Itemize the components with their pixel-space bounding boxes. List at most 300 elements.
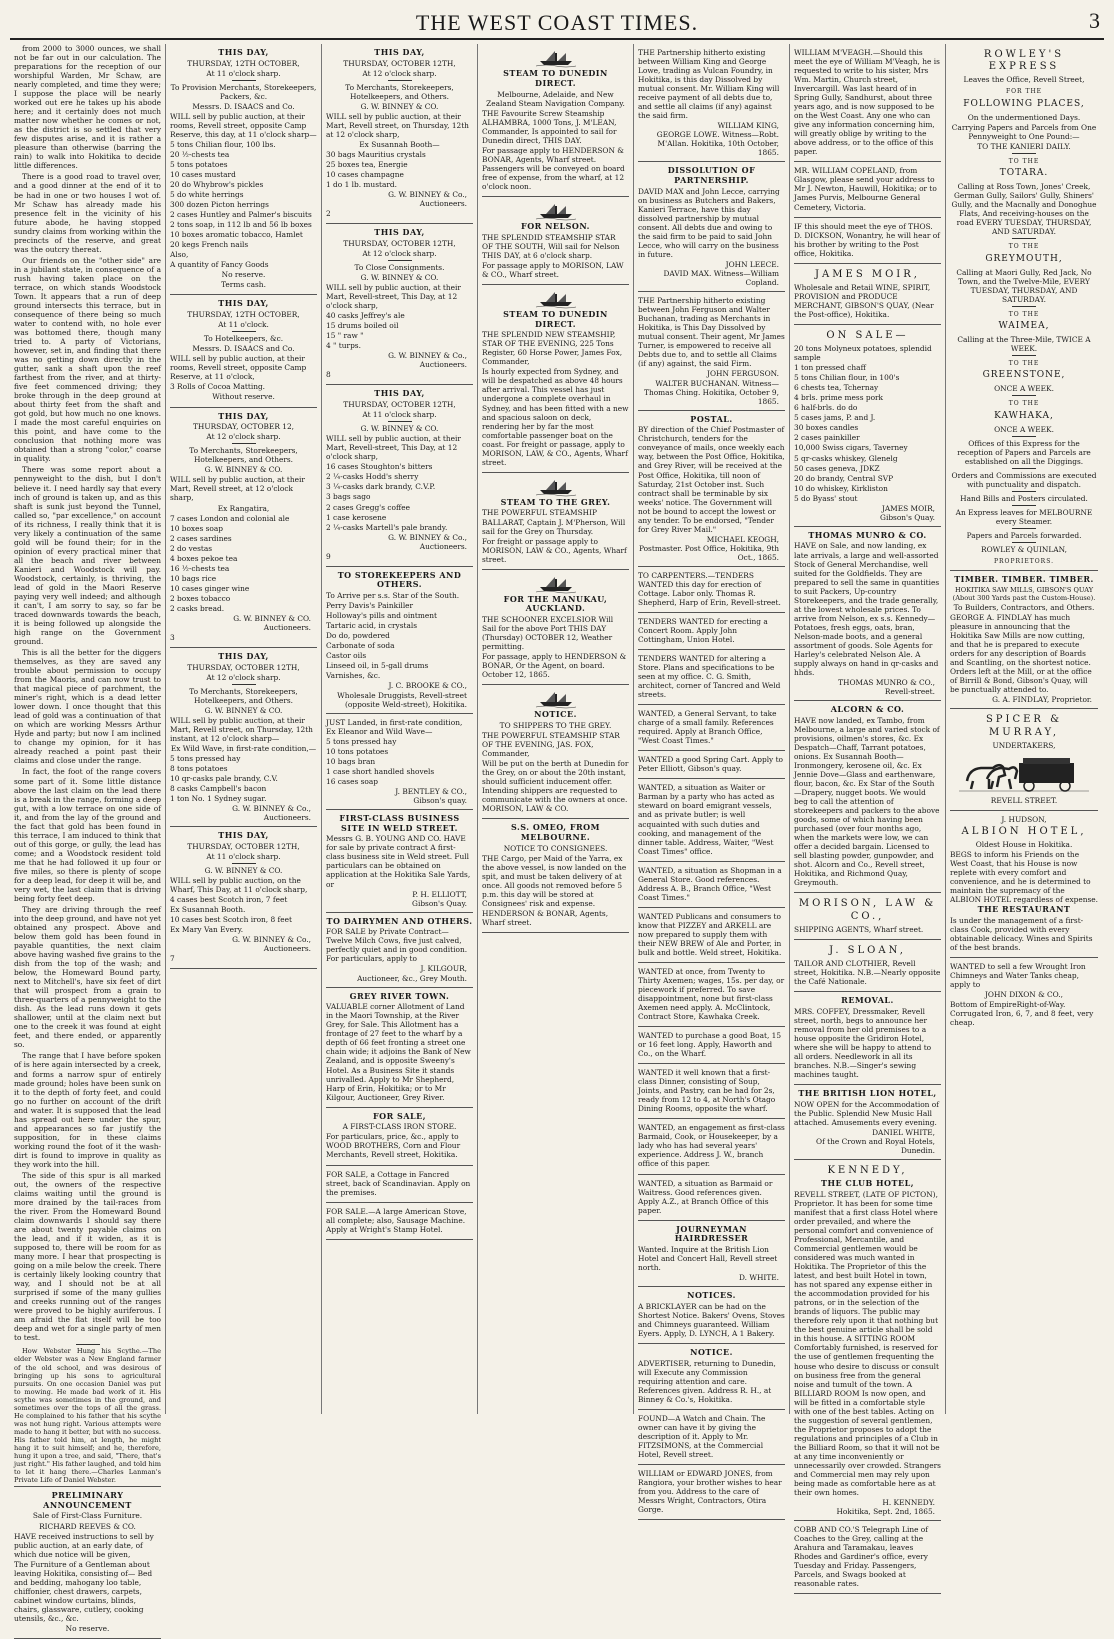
advertisement <box>794 701 941 893</box>
ad-signature: JOHN DIXON & CO., <box>984 990 1064 1000</box>
ad-text: THE Partnership hitherto existing between John Ferguson and Walter Buchanan, trading as Merchants in Hokitika, is This Day Dissolved by mutual consent. Their agent, Mr James Turner, is empowered to receive all Debts due to, and to settle all Claims (if any) against, the said Firm. <box>638 296 785 369</box>
ad-extra: For passage, apply to HENDERSON & BONAR, Or the Agent, on board. October 12, 1865. <box>482 652 627 680</box>
express-leaves: Leaves the Office, Revell Street, <box>963 75 1085 85</box>
wanted-advertisement <box>950 958 1098 1032</box>
advertisement <box>326 1108 473 1166</box>
ad-heading: STEAM TO THE GREY. <box>500 496 611 507</box>
ad-item: 20 tons Molyneux potatoes, splendid sample <box>794 344 932 363</box>
ad-text: THE Favourite Screw Steamship ALHAMBRA, 1000 Tons, J. M'LEAN, Commander, Is appointed to sail for Dunedin direct, THIS DAY. <box>482 108 617 145</box>
ad-item: A quantity of Fancy Goods <box>170 260 269 270</box>
advertisement <box>638 779 785 861</box>
ad-time: At 12 o'clock sharp. <box>206 432 281 442</box>
ad-item: Carbonate of soda <box>326 641 395 651</box>
ad-item: 5 tons pressed hay <box>170 753 241 763</box>
ad-text: FOR SALE, a Cottage in Fancred street, back of Scandinavian. Apply on the premises. <box>326 1169 471 1197</box>
advertisement <box>482 197 629 285</box>
column-4-shipping <box>478 44 634 1414</box>
advertisement <box>482 685 629 819</box>
ad-text: MRS. COFFEY, Dressmaker, Revell street, north, begs to announce her removal from her old premises to a house opposite the Gridiron Hotel, where she will be happy to attend to all orders. Needlework in all its branches. N.B.—Singer's sewing machines taught. <box>794 1006 932 1079</box>
ad-item: 1 ton pressed chaff <box>794 363 866 373</box>
ad-text: WILL sell by public auction, at their rooms, Revell street, opposite Camp Reserve, this day, at 11 o'clock sharp— <box>170 111 317 139</box>
ad-signature: J. BENTLEY & CO., <box>395 786 467 796</box>
advertisement <box>794 44 941 162</box>
ad-signature: G. W. BINNEY & Co., <box>388 532 467 542</box>
steamship-icon <box>536 49 576 67</box>
ad-firm: Messrs. D. ISAACS and Co. <box>192 101 295 111</box>
destination-details: Calling at the Three-Mile, TWICE A WEEK. <box>957 334 1091 353</box>
ad-note: Without reserve. <box>212 392 275 402</box>
ad-subheading: Melbourne, Adelaide, and New Zealand Steam Navigation Company. <box>486 89 625 108</box>
advertisement <box>482 473 629 570</box>
ad-signature-detail: Postmaster. Post Office, Hokitika, 9th Oct., 1865. <box>638 543 779 562</box>
ad-date: THURSDAY, 12TH OCTOBER, <box>187 58 300 68</box>
ad-item: 6 chests tea, Tchernay <box>794 383 879 393</box>
ad-item: 5 tons Chilian flour, in 100's <box>794 373 900 383</box>
ad-extra: Will be put on the berth at Dunedin for the Grey, on or about the 20th instant, should sufficient inducement offer. Intending shippers are requested to communicate with the owners at once. MORISON, LAW & CO. <box>482 759 629 814</box>
ad-item: 10 do whiskey, Kirkliston <box>794 483 888 493</box>
ad-note: No reserve. <box>221 270 266 280</box>
ad-item: 2 cases Gregg's coffee <box>326 502 410 512</box>
ad-heading: FOR NELSON. <box>521 220 590 231</box>
ad-audience: To Merchants, Storekeepers, Hotelkeepers, and Others. <box>189 686 298 705</box>
ad-item: 5 tons Chilian flour, 100 lbs. <box>170 140 276 149</box>
ad-signature-detail: WALTER BUCHANAN. Witness—Thomas Ching. Hokitika, October 9, 1865. <box>644 378 779 406</box>
ad-item: 4 " turps. <box>326 341 361 351</box>
destination-to: TO THE <box>1008 310 1040 318</box>
ad-signature: J. C. BROOKE & CO., <box>388 681 467 691</box>
ad-item: 7 cases London and colonial ale <box>170 513 290 523</box>
ad-item: Ex Mary Van Every. <box>170 925 244 935</box>
ad-text: THE SCHOONER EXCELSIOR Will Sail for the above Port THIS DAY (Thursday) OCTOBER 12, Weather permitting. <box>482 615 614 652</box>
ad-heading: THIS DAY, <box>218 650 269 661</box>
advertisement <box>482 570 629 686</box>
destination-name: WAIMEA, <box>998 321 1050 331</box>
ad-text: WANTED, a General Servant, to take charge of a small family. References required. Apply at Branch Office, "West Coast Times." <box>638 709 777 746</box>
ad-text: WANTED to sell a few Wrought Iron Chimneys and Water Tanks cheap, apply to <box>950 962 1086 990</box>
ad-note: No reserve. <box>65 1623 110 1633</box>
ad-heading: THIS DAY, <box>374 47 425 57</box>
ad-date: THURSDAY, 12TH OCTOBER, <box>187 310 300 320</box>
divider-rule <box>1012 468 1036 469</box>
advertisement <box>326 913 473 988</box>
advertisement <box>326 810 473 913</box>
express-for: FOR THE <box>1005 88 1043 96</box>
ad-text: Is under the management of a first-class Cook, provided with every obtainable delicacy. Wines and Spirits of the best brands. <box>950 916 1093 953</box>
advertisement <box>638 751 785 779</box>
ad-text: THE Partnership hitherto existing between William King and George Lowe, trading as Vulcan Foundry, in Hokitika, is this day Dissolved by mutual consent. Mr. William King will receive payment of all debts due to, and settle all claims (if any) against the said firm. <box>638 48 780 121</box>
divider-rule <box>232 684 256 685</box>
ad-text: IF this should meet the eye of THOS. D. DICKSON, Wonantry, he will hear of his brother by writing to the Post office, Hokitika. <box>794 221 940 258</box>
ad-time: At 11 o'clock. <box>218 320 269 330</box>
ad-text: WILL sell by public auction, at their Mart, Revell-street, This Day, at 12 o'clock sharp, <box>326 283 461 311</box>
advertisement <box>170 827 317 969</box>
ad-street: REVELL STREET. <box>990 795 1058 805</box>
ad-firm: G. W. BINNEY & CO. <box>360 101 439 111</box>
ad-text: WANTED a good Spring Cart. Apply to Peter Elliott, Gibson's quay. <box>638 755 783 774</box>
ad-firm: G. W. BINNEY & CO. <box>360 424 439 434</box>
ad-text: HAVE now landed, ex Tambo, from Melbourne, a large and varied stock of provisions, oilmen's stores, &c. Ex Despatch—Chaff, Tarrant potatoes, onions. Ex Susannah Booth—Ironmongery, kerosene oil, &c. Ex Jennie Dove—Glass and earthenware, flour, bacon, &c. Ex Star of the South—Drapery, nugget boots. We would beg to call the attention of storekeepers and packers to the above goods, some of which having been purchased (over four months ago, when the markets were low, we can offer a decided bargain. Licensed to sell blasting powder, gunpowder, and shot. Alcorn and Co., Revell street, Hokitika, and Richmond Quay, Greymouth. <box>794 715 940 888</box>
ad-item: 8 casks Campbell's bacon <box>170 784 267 794</box>
ad-terms: Terms cash. <box>221 280 266 290</box>
ad-subheading: Oldest House in Hokitika. <box>975 840 1073 850</box>
ad-text: HAVE on Sale, and now landing, ex late arrivals, a large and well-assorted Stock of General Merchandise, well suited for the Goldfields. They are prepared to sell the same in quantities to suit Packers, Up-country Storekeepers, and the trade generally, at the lowest wholesale prices. To arrive from Nelson, ex s.s. Kennedy—Potatoes, fresh eggs, oats, bran, Nelson-made boots, and a general assortment of goods. Sole Agents for Harley's celebrated Nelson Ale. A supply always on hand in qr-casks and hhds. <box>794 541 940 677</box>
advertisement <box>638 1064 785 1119</box>
ad-item: 5 cases jams, P. and J. <box>794 413 876 423</box>
masthead <box>10 8 1104 40</box>
page-number: 3 <box>1089 8 1100 33</box>
advertisement <box>482 44 629 197</box>
ad-heading: ALCORN & CO. <box>830 704 905 714</box>
ad-business-name: ON SALE— <box>826 329 909 341</box>
ad-subheading: TO SHIPPERS TO THE GREY. <box>499 721 612 731</box>
ad-text: Wholesale and Retail WINE, SPIRIT, PROVISION and PRODUCE MERCHANT, GIBSON'S QUAY, (Near the Post-office), Hokitika. <box>794 282 934 319</box>
ad-item: 5 tons pressed hay <box>326 736 397 746</box>
ad-text: BEGS to inform his Friends on the West Coast, that his House is now replete with every comfort and convenience, and he is determined to maintain the supremacy of the ALBION HOTEL regardless of expense. <box>950 850 1098 905</box>
ad-date: THURSDAY, OCTOBER 12TH, <box>343 400 456 410</box>
advertisement <box>794 1521 941 1594</box>
ad-business-name: J. SLOAN, <box>829 944 906 956</box>
ad-item: 30 boxes candles <box>794 423 859 433</box>
advertisement <box>794 325 941 527</box>
ad-text: BY direction of the Chief Postmaster of Christchurch, tenders for the conveyance of mails, once weekly each way, between the Post Office, Hokitika, and Grey River, will be received at the Post Office, Hokitika, till noon of Saturday, 21st October inst. Such contract shall be terminable by six weeks' notice. The Government will not be bound to accept the lowest or any tender. To be endorsed, "Tender for Grey River Mail." <box>638 425 785 534</box>
ad-item: 10 cases champagne <box>326 170 404 180</box>
ad-audience: To Merchants, Storekeepers, Hotelkeepers, and Others. <box>189 446 298 465</box>
column-6-merchants <box>790 44 946 1589</box>
ad-text: A BRICKLAYER can be had on the Shortest Notice. Bakers' Ovens, Stoves and Chimneys guaranteed. William Eyers. Apply, D. LYNCH, A 1 Bakery. <box>638 1302 785 1339</box>
ad-heading: THIS DAY, <box>218 298 269 309</box>
advertisement <box>326 44 473 224</box>
destination-to: TO THE <box>1008 157 1040 165</box>
ad-text: FOR SALE by Private Contract— Twelve Milch Cows, five just calved, perfectly quiet and in good condition. For particulars, apply to <box>326 927 468 964</box>
ad-text: WANTED it well known that a first-class Dinner, consisting of Soup, Joints, and Pastry, can be had for 2s, ready from 12 to 4, at North's Otago Dining Rooms, opposite the wharf. <box>638 1068 776 1114</box>
advertisement <box>638 44 785 162</box>
ad-signature: JAMES MOIR, <box>881 503 935 513</box>
ad-signature: G. W. BINNEY & Co., <box>388 351 467 361</box>
advertisement <box>638 567 785 613</box>
ad-text: TO CARPENTERS.—TENDERS WANTED this day for erection of Cottage. Labor only. Thomas R. Shepherd, Harp of Erin, Revell-street. <box>638 570 781 607</box>
ad-heading: THIS DAY, <box>218 47 269 57</box>
ad-signature-detail: Gibson's Quay. <box>412 898 467 908</box>
advertisement <box>638 1175 785 1221</box>
ad-text: Wanted. Inquire at the British Lion Hotel and Concert Hall, Revell street north. <box>638 1245 778 1273</box>
ad-item: 3 ¼-casks dark brandy, C.V.P. <box>326 482 436 492</box>
ad-text: JUST Landed, in first-rate condition, Ex Eleanor and Wild Wave— <box>326 717 463 736</box>
ad-item: 16 ½-chests tea <box>170 563 230 573</box>
ad-heading: THIS DAY, <box>218 410 269 421</box>
ad-signature: JOHN LEECE. <box>725 260 779 270</box>
ad-item: 20 do brandy, Central SVP <box>794 473 894 483</box>
ad-number: 3 <box>170 632 175 642</box>
advertisement <box>482 819 629 933</box>
advertisement <box>326 1203 473 1240</box>
advertisement <box>794 264 941 325</box>
columns <box>10 44 1104 1633</box>
advertisement <box>638 862 785 908</box>
ad-text: GEORGE A. FINDLAY has much pleasure in announcing that the Hokitika Saw Mills are now cutting, and that he is prepared to execute orders for any description of Boards and Scantling, on the shortest notice. Orders left at the Mill, or at the office of Birrill & Bond, Gibson's Quay, will be punctually attended to. <box>950 613 1092 695</box>
divider-rule <box>1012 505 1036 506</box>
divider-rule <box>232 331 256 332</box>
destination-to: TO THE <box>1008 360 1040 368</box>
ad-item: 1 do 1 lb. mustard. <box>326 180 397 190</box>
ad-heading: JOURNEYMAN HAIRDRESSER <box>674 1223 749 1244</box>
ad-number: 8 <box>326 370 331 380</box>
ad-heading: THOMAS MUNRO & CO. <box>808 529 927 540</box>
divider-rule <box>1012 395 1036 396</box>
ad-item: 1 case short handled shovels <box>326 766 435 776</box>
advertisement <box>170 44 317 295</box>
ad-item: 40 casks Jeffrey's ale <box>326 311 405 321</box>
ad-heading: NOTICE. <box>534 709 577 720</box>
ad-signature: G. W. BINNEY & Co., <box>232 935 311 945</box>
ad-item: 4 cases best Scotch iron, 7 feet <box>170 895 288 905</box>
ad-audience: To Provision Merchants, Storekeepers, Packers, &c. <box>170 82 317 101</box>
ad-business-name: SPICER & MURRAY, <box>985 714 1063 738</box>
ad-date: THURSDAY, OCTOBER 12TH, <box>187 841 300 851</box>
advertisement <box>170 295 317 407</box>
ad-firm: RICHARD REEVES & CO. <box>39 1521 136 1531</box>
ad-item: 10 cases mustard <box>170 170 236 180</box>
ad-business-name: ALBION HOTEL, <box>961 825 1087 837</box>
ad-heading: THE BRITISH LION HOTEL, <box>798 1088 937 1099</box>
undertakers-advertisement <box>950 709 1098 810</box>
ad-signature: G. W. BINNEY & Co., <box>388 190 467 200</box>
steamship-icon <box>536 575 576 593</box>
divider-rule <box>1012 491 1036 492</box>
article-paragraph: In fact, the foot of the range covers some part of it. Some little distance above the last claim on the lead there is a break in the range, forming a deep gut, with a low terrace on one side of it, and from the lay of the ground and the fact that gold has been found in this terrace, I am induced to think that out of this gorge, or gully, the lead has come; and a Woodstock resident told me that he had followed it up four or five miles, so there is plenty of scope for a deep lead, for deep it will be, and very wet, the last claim that is driving being forty feet deep. <box>14 767 161 903</box>
ad-subheading: HOKITIKA SAW MILLS, GIBSON'S QUAY (About 300 Yards past the Custom-House). <box>952 586 1096 603</box>
timber-advertisement <box>950 571 1098 709</box>
advertisement <box>638 705 785 751</box>
ad-text: TAILOR AND CLOTHIER, Revell street, Hokitika. N.B.—Nearly opposite the Café Nationale. <box>794 958 941 986</box>
ad-date: THURSDAY, OCTOBER 12, <box>192 422 294 432</box>
divider-rule <box>232 863 256 864</box>
ad-item: Also, <box>170 250 189 260</box>
divider-rule <box>388 80 412 81</box>
divider-rule <box>1012 542 1036 543</box>
ad-heading: THE RESTAURANT <box>977 904 1071 915</box>
ad-heading: FOR THE MANUKAU, AUCKLAND. <box>503 593 608 614</box>
ad-item: 2 cases painkiller <box>794 433 860 443</box>
ad-item: 2 cases Huntley and Palmer's biscuits <box>170 210 312 220</box>
ad-item: 2 boxes tobacco <box>170 593 231 603</box>
ad-number: 2 <box>326 209 331 219</box>
anecdote-paragraph: How Webster Hung his Scythe.—The elder Webster was a New England farmer of the old school, and was desirous of bringing up his sons to agricultural pursuits. On one occasion Daniel was put to mowing. He made bad work of it. His scythe was sometimes in the ground, and sometimes over the tops of all the grass. He complained to his father that his scythe was not hung right. Various attempts were made to hang it better, but with no success. His father told him, at length, he might hang it to suit himself; and he, therefore, hung it upon a tree, and said, "There, that's just right." His father laughed, and told him to let it hang there.—Charles Lanman's Private Life of Daniel Webster. <box>14 1347 161 1484</box>
column-3-auctions <box>322 44 478 1414</box>
ad-item: 15 " raw " <box>326 331 364 341</box>
advertisement <box>638 1465 785 1520</box>
ad-audience: To Hotelkeepers, &c. <box>203 334 284 344</box>
express-note: Papers and Parcels forwarded. <box>966 530 1082 540</box>
ad-item: 4 boxes pekoe tea <box>170 553 238 563</box>
ad-item: 10,000 Swiss cigars, Taverney <box>794 443 908 453</box>
destination-name: GREYMOUTH, <box>985 253 1063 264</box>
advertisement <box>638 908 785 963</box>
ad-text: ADVERTISER, returning to Dunedin, will Execute any Commission requiring attention and care. References given. Address R. H., at Binney & Co.'s, Hokitika. <box>638 1358 776 1404</box>
destination-name: GREENSTONE, <box>982 370 1066 381</box>
advertisement <box>326 1166 473 1203</box>
ad-heading: REMOVAL. <box>841 995 894 1006</box>
ad-item: 30 bags Mauritius crystals <box>326 150 426 160</box>
ad-signature-detail: Bottom of EmpireRight-of-Way. Corrugated Iron, 6, 7, and 8 feet, very cheap. <box>950 1000 1094 1028</box>
ad-item: 10 cases best Scotch iron, 8 feet <box>170 915 293 925</box>
advertisement <box>794 1085 941 1160</box>
divider-rule <box>76 1344 100 1345</box>
ad-time: At 11 o'clock sharp. <box>362 410 437 420</box>
ad-item: 10 tons potatoes <box>326 746 389 756</box>
ad-extra: HENDERSON & BONAR, Agents, Wharf street. <box>482 909 609 928</box>
ad-item: 2 casks bread. <box>170 603 225 613</box>
ad-business-name: JAMES MOIR, <box>815 268 920 280</box>
ad-item: 10 bags rice <box>170 573 217 583</box>
ad-item: 10 bags bran <box>326 756 376 766</box>
ad-item: 1 case kerosene <box>326 512 387 522</box>
ad-heading: NOTICES. <box>687 1290 736 1301</box>
ad-items: The Furniture of a Gentleman about leaving Hokitika, consisting of— Bed and bedding, mahogany loo table, chiffonier, chest drawers, carpets, cabinet window curtains, blinds, chairs, glassware, cutlery, cooking utensils, &c., &c. <box>14 1559 153 1623</box>
ad-signature: P. H. ELLIOTT, <box>412 889 467 899</box>
ad-text: REVELL STREET, (LATE OF PICTON), Proprietor. It has been for some time manifest that a first class Hotel where order prevailed, and where the personal comfort and convenience of Professional, Mercantile, and Commercial gentlemen would be considered was much wanted in Hokitika. The Proprietor of this the latest, and best built Hotel in town, has not spared any expense either in the accommodation provided for his patrons, or in the selection of the brands of liquors. The public may therefore rely upon it that nothing but the best genuine article shall be sold in this house. A SITTING ROOM Comfortably furnished, is reserved for the use of gentlemen frequenting the house who desire to discuss or consult on business free from the general noise and tumult of the town. A BILLIARD ROOM Is now open, and will be fitted in a comfortable style with one of the best tables. Acting on the suggestion of several gentlemen, the Proprietor proposes to adopt the regulations and principles of a Club in the Billiard Room, so that it will not be at any time inconveniently or unnecessarily over crowded. Strangers and Commercial men may rely upon being made as comfortable here as at their own homes. <box>794 1189 941 1497</box>
ad-heading: FIRST-CLASS BUSINESS SITE IN WELD STREET. <box>339 812 460 833</box>
ad-signature: D. WHITE. <box>739 1273 779 1283</box>
ad-item: 10 qr-casks pale brandy, C.V. <box>170 774 278 784</box>
article-paragraph: Our friends on the "other side" are in a jubilant state, in consequence of a rush having taken place on the terrace, on which stands Woodstock Town. It appears that a run of deep ground intersects this terrace, but in consequence of there being so much water to contend with, no hole ever was bottomed there, though many tried to. A party of Victorians, however, set in, and finding that there was no getting down directly in the gutter, sank a shaft upon the reef farthest from the river, and at thirty-five feet commenced driving; they broke through in the deep ground at about thirty feet from the shaft and got gold, but how much no one knows. I made the most careful enquiries on this point, and have come to the conclusion that nothing more was obtained than a strong "color," coarse in quality. <box>14 255 161 464</box>
advertisement <box>794 527 941 701</box>
ad-extra: For passage apply to HENDERSON & BONAR, Agents, Wharf street. Passengers will be conveyed on board free of expense, from the wharf, at 12 o'clock noon. <box>482 145 625 191</box>
ad-signature: JOHN FERGUSON. <box>707 369 779 379</box>
divider-rule <box>232 443 256 444</box>
ad-heading: THIS DAY, <box>218 830 269 841</box>
ad-text: THE POWERFUL STEAMSHIP BALLARAT, Captain J. M'Pherson, Will sail for the Grey on Thursday. <box>482 508 626 536</box>
ad-text: WANTED, a situation as Waiter or Barman by a party who has acted as steward on board emigrant vessels, and as private butler; is well acquainted with such duties and cooking, and management of the dinner table. Address, Waiter, "West Coast Times" office. <box>638 783 775 856</box>
ad-time: At 11 o'clock sharp. <box>206 68 281 78</box>
ad-heading: S.S. OMEO, FROM MELBOURNE. <box>511 822 600 843</box>
advertisement <box>794 1160 941 1521</box>
ad-signature: THOMAS MUNRO & CO., <box>838 677 935 687</box>
destination-details: ONCE A WEEK. <box>994 424 1054 434</box>
ad-audience: To Builders, Contractors, and Others. <box>953 603 1095 613</box>
ad-signature-detail: Auctioneer, &c., Grey Mouth. <box>357 973 467 983</box>
advertisement <box>326 714 473 810</box>
article-paragraph: from 2000 to 3000 ounces, we shall not be far out in our calculation. The preparations for the reception of our worshipful Warden, Mr Schaw, are nearly completed, and time they were; I suppose the place will be nearly worked out ere he takes up his abode here; and it certainly does not much matter now whether he comes or not, as the district is so settled that very few disputes arise, and it is rather a pleasure than otherwise (barring the rain) to walk into Hokitika to decide little differences. <box>14 44 161 171</box>
advertisement <box>638 613 785 650</box>
ad-text: WILLIAM M'VEAGH.—Should this meet the eye of William M'Veagh, he is requested to write to his sister, Mrs Wm. Martin, Church street, Invercargill. Was last heard of in Spring Gully, Sandhurst, about three years ago, and is now supposed to be on the West Coast. Any one who can give any information concerning him, will greatly oblige by writing to the above address, or to the office of this paper. <box>794 48 940 157</box>
ad-item: 25 boxes tea, Energie <box>326 160 408 170</box>
advertisement <box>326 988 473 1108</box>
ad-text: THE Cargo, per Maid of the Yarra, ex the above vessel, is now landed on the spit, and must be taken delivery of at once. All goods not removed before 5 p.m. this day will be stored at Consignees' risk and expense. <box>482 853 627 909</box>
ad-heading: GREY RIVER TOWN. <box>349 990 450 1001</box>
ad-heading: TO DAIRYMEN AND OTHERS. <box>326 915 473 926</box>
ad-extra: For freight or passage apply to MORISON, LAW & CO., Agents, Wharf street. <box>482 536 627 564</box>
column-5-notices <box>634 44 790 1515</box>
ad-firm: G. W. BINNEY & CO. <box>204 866 283 875</box>
ad-item: 2 tons soap, in 112 lb and 56 lb boxes <box>170 220 312 230</box>
ad-text: SHIPPING AGENTS, Wharf street. <box>794 924 924 934</box>
advertisement <box>638 1410 785 1465</box>
ad-firm: G. W. BINNEY & CO. <box>360 273 439 283</box>
ad-subheading: NOTICE TO CONSIGNEES. <box>503 843 608 853</box>
ad-item: 300 dozen Picton herrings <box>170 200 269 210</box>
ad-signature-detail: Auctioneers. <box>419 199 467 209</box>
ad-item: 4 brls. prime mess pork <box>794 393 884 403</box>
ad-item: 2 ¼-casks Hodd's sherry <box>326 472 419 482</box>
divider-rule <box>1012 528 1036 529</box>
advertisement <box>638 1221 785 1288</box>
express-proprietors: ROWLEY & QUINLAN, <box>981 544 1067 554</box>
ad-heading: TIMBER. TIMBER. TIMBER. <box>954 574 1094 585</box>
advertisement <box>326 567 473 714</box>
advertisement <box>638 1119 785 1174</box>
ad-time: At 11 o'clock sharp. <box>206 851 281 861</box>
ad-heading: DISSOLUTION OF PARTNERSHIP. <box>667 165 756 186</box>
ad-text: WILL sell by public auction, at their rooms, Revell street, opposite Camp Reserve, at 11 o'clock, <box>170 354 307 382</box>
advertisement <box>794 162 941 217</box>
advertisement <box>170 648 317 827</box>
ad-item: 20 kegs French nails <box>170 240 249 250</box>
ad-firm: Messrs. D. ISAACS and Co. <box>192 344 295 354</box>
advertisement <box>326 385 473 566</box>
albion-hotel-advertisement <box>950 811 1098 958</box>
article-paragraph: There was some report about a pennyweight to the dish, but I don't believe it. I need hardly say that every inch of ground is taken up, and as this shaft is sunk just beyond the Tunnel, called so, "par excellence," on account of its richness, I really think that it is very likely a continuation of the same gold will be found their; for in the opinion of every practical miner that all the beach and river between Kanieri and Woodstock will pay. Woodstock, certainly, is thriving, the lead of gold in the Maori Reserve paying very well indeed; and although it can't, I am sorry to say, so far be traced downwards towards the beach, it is being followed up alongside the high range on the Government ground. <box>14 465 161 647</box>
ad-text: THE SPLENDID NEW STEAMSHIP, STAR OF THE EVENING, 225 Tons Register, 60 Horse Power, James Fox, Commander, <box>482 330 623 367</box>
ad-item: 8 tons potatoes <box>170 764 228 773</box>
ad-text: THE SPLENDID STEAMSHIP STAR OF THE SOUTH, Will sail for Nelson THIS DAY, at 6 o'clock sharp. <box>482 232 620 260</box>
ad-signature-detail: Of the Crown and Royal Hotels, Dunedin. <box>816 1136 935 1155</box>
ad-signature-detail: DAVID MAX. Witness—William Copland. <box>663 269 779 288</box>
advertisement <box>638 292 785 410</box>
ad-subheading: Sale of First-Class Furniture. <box>32 1511 143 1521</box>
express-note: An Express leaves for MELBOURNE every Steamer. <box>955 507 1093 526</box>
ad-owner: J. HUDSON, <box>1001 814 1047 824</box>
ad-text: WANTED, a situation as Barmaid or Waitress. Good references given. Apply A.Z., at Branch Office of this paper. <box>638 1178 773 1215</box>
ad-text: NOW OPEN for the Accommodation of the Public. Splendid New Music Hall attached. Amusements every evening. <box>794 1099 939 1127</box>
ad-heading: PRELIMINARY ANNOUNCEMENT <box>43 1489 132 1510</box>
ad-number: 9 <box>326 551 331 561</box>
ad-signature-detail: Auctioneers. <box>419 360 467 370</box>
express-title: ROWLEY'S EXPRESS <box>983 49 1065 73</box>
steamship-icon <box>536 202 576 220</box>
ad-signature-detail: Wholesale Druggists, Revell-street (opposite Weld-street), Hokitika. <box>337 690 467 709</box>
ad-item: 10 boxes aromatic tobacco, Hamlet <box>170 230 303 240</box>
advertisement <box>794 218 941 264</box>
ad-item: Holloway's pills and ointment <box>326 611 438 621</box>
ad-text: WANTED, an engagement as first-class Barmaid, Cook, or Housekeeper, by a lady who has had several years' experience. Address J. W., branch office of this paper. <box>638 1123 785 1169</box>
ad-item: 2 ¼-casks Martell's pale brandy. <box>326 522 448 532</box>
advertisement <box>170 408 317 648</box>
express-advertisement <box>950 44 1098 571</box>
ad-item: 3 Rolls of Cocoa Matting. <box>170 382 266 392</box>
ad-heading: STEAM TO DUNEDIN DIRECT. <box>503 308 608 329</box>
ad-heading: THE CLUB HOTEL, <box>821 1178 914 1189</box>
ad-signature: J. KILGOUR, <box>420 964 467 974</box>
ad-text: For particulars, price, &c., apply to WOOD BROTHERS, Corn and Flour Merchants, Revell street, Hokitika. <box>326 1132 461 1160</box>
ad-text: WILL sell by public auction, at their Mart, Revell street, on Thursday, 12th instant, at 12 o'clock sharp— <box>170 715 313 743</box>
destination-name: KAWHAKA, <box>994 410 1054 421</box>
divider-rule <box>1012 436 1036 437</box>
ad-item: Varnishes, &c. <box>326 671 381 681</box>
divider-rule <box>1012 306 1036 307</box>
advertisement <box>638 650 785 705</box>
ad-signature-detail: Auctioneers. <box>263 813 311 823</box>
ad-item: Perry Davis's Painkiller <box>326 601 414 611</box>
ad-item: 15 drums boiled oil <box>326 321 399 331</box>
divider-rule <box>388 260 412 261</box>
express-days: On the undermentioned Days. <box>967 112 1081 122</box>
ad-text: HAVE received instructions to sell by public auction, at an early date, of which due notice will be given, <box>14 1531 154 1559</box>
ad-signature: WILLIAM KING, <box>717 121 779 131</box>
ad-item: Linseed oil, in 5-gall drums <box>326 661 429 671</box>
express-kanieri: TO THE KANIERI DAILY. <box>977 141 1071 151</box>
express-carrying: Carrying Papers and Parcels from One Pennyweight to One Pound:— <box>951 122 1097 141</box>
advertisement <box>638 963 785 1027</box>
